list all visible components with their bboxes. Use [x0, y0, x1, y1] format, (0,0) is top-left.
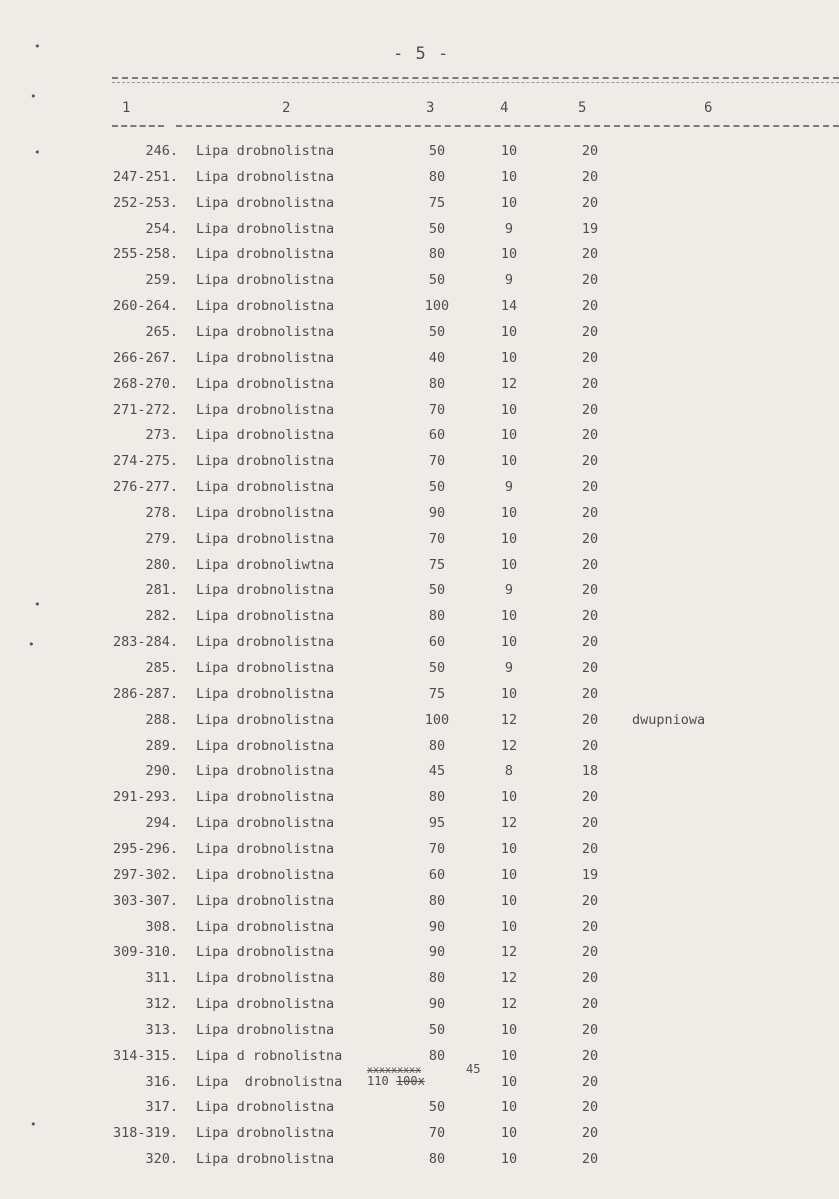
table-row [0, 453, 839, 475]
table-row [0, 1022, 839, 1044]
col3-value: 100 [424, 711, 450, 728]
species-name: Lipa drobnolistna [196, 272, 335, 289]
col4-value: 14 [500, 298, 518, 315]
col4-value: 9 [504, 220, 514, 237]
species-name: Lipa drobnolistna [196, 375, 335, 392]
col4-value: 10 [500, 789, 518, 806]
column-header-4: 4 [500, 100, 509, 116]
margin-mark: • [30, 1118, 37, 1131]
table-row [0, 996, 839, 1018]
col3-value: 80 [428, 970, 446, 987]
row-number: 276-277. [112, 479, 178, 496]
species-name: Lipa drobnolistna [196, 815, 335, 832]
col4-value: 10 [500, 246, 518, 263]
table-row [0, 738, 839, 760]
col3-value: 70 [428, 401, 446, 418]
col3-value: 45 [428, 763, 446, 780]
col5-value: 19 [581, 220, 599, 237]
col3-value: 50 [428, 479, 446, 496]
species-name: Lipa drobnolistna [196, 685, 335, 702]
col5-value: 20 [581, 892, 599, 909]
row-number: 316. [145, 1073, 178, 1090]
col4-value: 10 [500, 892, 518, 909]
species-name: Lipa drobnolistna [196, 892, 335, 909]
header-rule-top-second [112, 82, 839, 83]
species-name: Lipa drobnolistna [196, 1125, 335, 1142]
column-header-1: 1 [122, 100, 131, 116]
row-number: 274-275. [112, 453, 178, 470]
row-number: 303-307. [112, 892, 178, 909]
col5-value: 20 [581, 504, 599, 521]
col4-value: 12 [500, 970, 518, 987]
species-name: Lipa drobnolistna [196, 427, 335, 444]
col5-value: 20 [581, 1151, 599, 1168]
col4-value: 10 [500, 1073, 518, 1090]
col5-value: 20 [581, 660, 599, 676]
col5-value: 20 [581, 918, 599, 935]
margin-mark: • [28, 638, 35, 651]
row-number: 268-270. [112, 375, 178, 392]
col4-value: 12 [500, 737, 518, 754]
table-row [0, 841, 839, 863]
col3-value: 50 [428, 660, 446, 676]
species-name: Lipa drobnolistna [196, 1073, 343, 1090]
row-number: 278. [145, 504, 178, 521]
species-name: Lipa drobnolistna [196, 660, 335, 676]
col5-value: 20 [581, 246, 599, 263]
table-row [0, 557, 839, 579]
row-number: 291-293. [112, 789, 178, 806]
col4-value: 10 [500, 866, 518, 883]
row-number: 297-302. [112, 866, 178, 883]
col5-value: 20 [581, 944, 599, 961]
table-row [0, 479, 839, 501]
column-header-3: 3 [426, 100, 435, 116]
page-number: - 5 - [393, 44, 450, 64]
col4-value: 9 [504, 582, 514, 599]
col5-value: 20 [581, 556, 599, 573]
table-row [0, 531, 839, 553]
row-number: 289. [145, 737, 178, 754]
col5-value: 20 [581, 1047, 599, 1064]
col4-value: 10 [500, 504, 518, 521]
row-number: 252-253. [112, 194, 178, 211]
col4-value: 10 [500, 1047, 518, 1064]
table-row [0, 272, 839, 294]
species-name: Lipa drobnolistna [196, 298, 335, 315]
col4-value: 10 [500, 1151, 518, 1168]
row-number: 318-319. [112, 1125, 178, 1142]
table-row [0, 1125, 839, 1147]
table-row [0, 763, 839, 785]
header-rule-top [112, 77, 839, 79]
row-number: 266-267. [112, 349, 178, 366]
table-row [0, 919, 839, 941]
correction-value: 110 100x [367, 1074, 425, 1088]
table-row [0, 893, 839, 915]
row-number: 259. [145, 272, 178, 289]
col5-value: 20 [581, 634, 599, 651]
row-number: 246. [145, 143, 178, 159]
col4-value: 10 [500, 349, 518, 366]
table-row [0, 660, 839, 682]
species-name: Lipa drobnolistna [196, 504, 335, 521]
table-row [0, 298, 839, 320]
row-number: 280. [145, 556, 178, 573]
species-name: Lipa drobnolistna [196, 944, 335, 961]
species-name: Lipa drobnolistna [196, 401, 335, 418]
remark: dwupniowa [632, 711, 706, 728]
species-name: Lipa drobnolistna [196, 970, 335, 987]
col5-value: 20 [581, 1021, 599, 1038]
table-row [0, 195, 839, 217]
col3-value: 50 [428, 582, 446, 599]
col3-value: 90 [428, 996, 446, 1013]
col3-value: 40 [428, 349, 446, 366]
row-number: 273. [145, 427, 178, 444]
table-row [0, 505, 839, 527]
col5-value: 18 [581, 763, 599, 780]
col3-value: 60 [428, 634, 446, 651]
col5-value: 20 [581, 349, 599, 366]
col3-value: 75 [428, 685, 446, 702]
col3-value: 60 [428, 866, 446, 883]
row-number: 271-272. [112, 401, 178, 418]
table-row [0, 221, 839, 243]
col5-value: 20 [581, 608, 599, 625]
col4-value: 9 [504, 660, 514, 676]
col5-value: 20 [581, 711, 599, 728]
margin-mark: • [34, 598, 41, 611]
margin-mark: • [30, 90, 37, 103]
row-number: 255-258. [112, 246, 178, 263]
col3-value: 80 [428, 789, 446, 806]
table-row [0, 143, 839, 165]
table-row [0, 582, 839, 604]
col4-value: 10 [500, 840, 518, 857]
col5-value: 20 [581, 401, 599, 418]
col3-value: 90 [428, 944, 446, 961]
table-row [0, 608, 839, 630]
col4-value: 9 [504, 479, 514, 496]
col5-value: 20 [581, 530, 599, 547]
col4-value: 10 [500, 323, 518, 340]
col4-value: 10 [500, 685, 518, 702]
row-number: 285. [145, 660, 178, 676]
margin-mark: • [34, 40, 41, 53]
col5-value: 20 [581, 1099, 599, 1116]
table-row [0, 686, 839, 708]
col4-value: 12 [500, 944, 518, 961]
col3-value: 80 [428, 892, 446, 909]
col5-value: 20 [581, 1073, 599, 1090]
header-rule-bottom [176, 125, 839, 127]
table-row [0, 427, 839, 449]
col5-value: 20 [581, 840, 599, 857]
col5-value: 20 [581, 375, 599, 392]
species-name: Lipa drobnolistna [196, 789, 335, 806]
species-name: Lipa drobnoliwtna [196, 556, 335, 573]
col3-value: 80 [428, 168, 446, 185]
species-name: Lipa drobnolistna [196, 866, 335, 883]
row-number: 254. [145, 220, 178, 237]
col4-value: 10 [500, 556, 518, 573]
col5-value: 20 [581, 996, 599, 1013]
col5-value: 20 [581, 737, 599, 754]
col4-value: 10 [500, 194, 518, 211]
col4-value: 10 [500, 1099, 518, 1116]
col4-value: 10 [500, 918, 518, 935]
col3-value: 70 [428, 530, 446, 547]
col4-value: 10 [500, 530, 518, 547]
column-header-2: 2 [282, 100, 291, 116]
row-number: 281. [145, 582, 178, 599]
margin-mark: • [34, 146, 41, 159]
table-row [0, 169, 839, 191]
col4-value: 10 [500, 634, 518, 651]
species-name: Lipa drobnolistna [196, 634, 335, 651]
table-row [0, 376, 839, 398]
species-name: Lipa drobnolistna [196, 143, 335, 159]
col4-value: 10 [500, 1125, 518, 1142]
species-name: Lipa drobnolistna [196, 349, 335, 366]
col4-value: 10 [500, 168, 518, 185]
species-name: Lipa drobnolistna [196, 168, 335, 185]
col5-value: 20 [581, 815, 599, 832]
row-number: 320. [145, 1151, 178, 1168]
col3-value: 50 [428, 1021, 446, 1038]
row-number: 282. [145, 608, 178, 625]
col5-value: 20 [581, 298, 599, 315]
col5-value: 20 [581, 194, 599, 211]
correction-superscript: 45 [466, 1062, 481, 1076]
col4-value: 12 [500, 815, 518, 832]
species-name: Lipa drobnolistna [196, 323, 335, 340]
row-number: 312. [145, 996, 178, 1013]
col3-value: 80 [428, 246, 446, 263]
table-row [0, 970, 839, 992]
col4-value: 10 [500, 143, 518, 159]
table-row [0, 350, 839, 372]
species-name: Lipa drobnolistna [196, 763, 335, 780]
col3-value: 50 [428, 220, 446, 237]
species-name: Lipa drobnolistna [196, 1021, 335, 1038]
col4-value: 10 [500, 453, 518, 470]
col5-value: 20 [581, 168, 599, 185]
table-row [0, 324, 839, 346]
col5-value: 20 [581, 970, 599, 987]
col3-value: 70 [428, 840, 446, 857]
col3-value: 50 [428, 323, 446, 340]
col3-value: 100 [424, 298, 450, 315]
col3-value: 75 [428, 194, 446, 211]
header-rule-bottom-left [112, 125, 164, 127]
col5-value: 20 [581, 453, 599, 470]
col3-value: 75 [428, 556, 446, 573]
table-row [0, 867, 839, 889]
row-number: 286-287. [112, 685, 178, 702]
table-row [0, 815, 839, 837]
col3-value: 80 [428, 608, 446, 625]
col4-value: 10 [500, 427, 518, 444]
col5-value: 20 [581, 427, 599, 444]
species-name: Lipa drobnolistna [196, 711, 335, 728]
col3-value: 70 [428, 453, 446, 470]
column-header-6: 6 [704, 100, 713, 116]
col5-value: 20 [581, 582, 599, 599]
col3-value: 80 [428, 737, 446, 754]
table-row [0, 1099, 839, 1121]
row-number: 288. [145, 711, 178, 728]
row-number: 283-284. [112, 634, 178, 651]
col3-value: 95 [428, 815, 446, 832]
col4-value: 10 [500, 401, 518, 418]
species-name: Lipa drobnolistna [196, 194, 335, 211]
table-row [0, 1151, 839, 1173]
row-number: 309-310. [112, 944, 178, 961]
species-name: Lipa drobnolistna [196, 1099, 335, 1116]
species-name: Lipa d robnolistna [196, 1047, 343, 1064]
col4-value: 12 [500, 996, 518, 1013]
col3-value: 50 [428, 1099, 446, 1116]
species-name: Lipa drobnolistna [196, 582, 335, 599]
row-number: 308. [145, 918, 178, 935]
table-row [0, 634, 839, 656]
col5-value: 19 [581, 866, 599, 883]
col4-value: 10 [500, 1021, 518, 1038]
column-header-5: 5 [578, 100, 587, 116]
table-row [0, 789, 839, 811]
col3-value: 80 [428, 1047, 446, 1064]
row-number: 260-264. [112, 298, 178, 315]
col4-value: 8 [504, 763, 514, 780]
col5-value: 20 [581, 1125, 599, 1142]
species-name: Lipa drobnolistna [196, 246, 335, 263]
col3-value: 50 [428, 143, 446, 159]
species-name: Lipa drobnolistna [196, 479, 335, 496]
row-number: 279. [145, 530, 178, 547]
col3-value: 80 [428, 1151, 446, 1168]
col5-value: 20 [581, 685, 599, 702]
col5-value: 20 [581, 479, 599, 496]
row-number: 294. [145, 815, 178, 832]
row-number: 295-296. [112, 840, 178, 857]
col4-value: 12 [500, 375, 518, 392]
species-name: Lipa drobnolistna [196, 918, 335, 935]
table-row [0, 402, 839, 424]
row-number: 290. [145, 763, 178, 780]
species-name: Lipa drobnolistna [196, 840, 335, 857]
species-name: Lipa drobnolistna [196, 737, 335, 754]
col4-value: 10 [500, 608, 518, 625]
species-name: Lipa drobnolistna [196, 220, 335, 237]
correction-struck-text: xxxxxxxxx [367, 1065, 422, 1076]
col4-value: 9 [504, 272, 514, 289]
species-name: Lipa drobnolistna [196, 1151, 335, 1168]
row-number: 313. [145, 1021, 178, 1038]
col3-value: 70 [428, 1125, 446, 1142]
col3-value: 90 [428, 504, 446, 521]
species-name: Lipa drobnolistna [196, 530, 335, 547]
row-number: 317. [145, 1099, 178, 1116]
col5-value: 20 [581, 323, 599, 340]
table-row [0, 712, 839, 734]
species-name: Lipa drobnolistna [196, 608, 335, 625]
row-number: 311. [145, 970, 178, 987]
col3-value: 60 [428, 427, 446, 444]
col3-value: 50 [428, 272, 446, 289]
table-row [0, 246, 839, 268]
table-row [0, 944, 839, 966]
species-name: Lipa drobnolistna [196, 996, 335, 1013]
col5-value: 20 [581, 143, 599, 159]
col3-value: 90 [428, 918, 446, 935]
row-number: 314-315. [112, 1047, 178, 1064]
row-number: 247-251. [112, 168, 178, 185]
col4-value: 12 [500, 711, 518, 728]
species-name: Lipa drobnolistna [196, 453, 335, 470]
row-number: 265. [145, 323, 178, 340]
col5-value: 20 [581, 272, 599, 289]
col3-value: 80 [428, 375, 446, 392]
col5-value: 20 [581, 789, 599, 806]
